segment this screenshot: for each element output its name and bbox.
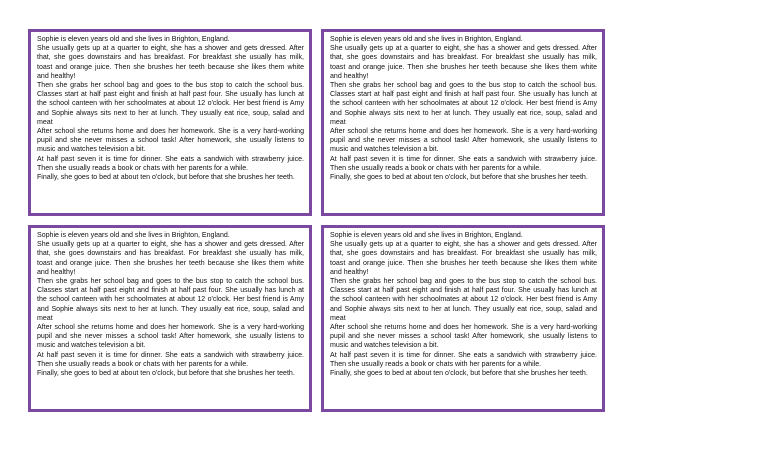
story-paragraph-5: At half past seven it is time for dinner. She eats a sandwich with strawberry juice. Then she usually reads a book or chats with her parents for a while. <box>330 155 597 172</box>
story-paragraph-6: Finally, she goes to bed at about ten o'clock, but before that she brushes her teeth. <box>330 174 588 182</box>
story-card-bottom-right <box>321 225 605 412</box>
story-paragraph-4: After school she returns home and does her homework. She is a very hard-working pupil and she never misses a school task! After homework, she usually listens to music and watches television a bit. <box>37 128 304 154</box>
story-paragraph-4: After school she returns home and does her homework. She is a very hard-working pupil and she never misses a school task! After homework, she usually listens to music and watches television a bit. <box>330 324 597 350</box>
story-paragraph-3: Then she grabs her school bag and goes to the bus stop to catch the school bus. Classes start at half past eight and finish at half past four. She usually has lunch at the school canteen with her schoolmates at about 12 o'clock. Her best friend is Amy and Sophie always sits next to her at lunch. They usually eat rice, soup, salad and meat <box>330 82 597 126</box>
story-card-bottom-left <box>28 225 312 412</box>
story-card-top-right <box>321 29 605 216</box>
story-paragraph-3: Then she grabs her school bag and goes to the bus stop to catch the school bus. Classes start at half past eight and finish at half past four. She usually has lunch at the school canteen with her schoolmates at about 12 o'clock. Her best friend is Amy and Sophie always sits next to her at lunch. They usually eat rice, soup, salad and meat <box>330 278 597 322</box>
story-paragraph-1: Sophie is eleven years old and she lives in Brighton, England. <box>37 36 230 43</box>
story-paragraph-5: At half past seven it is time for dinner. She eats a sandwich with strawberry juice. Then she usually reads a book or chats with her parents for a while. <box>37 351 304 368</box>
story-paragraph-3: Then she grabs her school bag and goes to the bus stop to catch the school bus. Classes start at half past eight and finish at half past four. She usually has lunch at the school canteen with her schoolmates at about 12 o'clock. Her best friend is Amy and Sophie always sits next to her at lunch. They usually eat rice, soup, salad and meat <box>37 82 304 126</box>
story-paragraph-2: She usually gets up at a quarter to eight, she has a shower and gets dressed. After that, she goes downstairs and has breakfast. For breakfast she usually has milk, toast and orange juice. Then she brushes her teeth because she likes them white and healthy! <box>37 241 304 276</box>
story-paragraph-5: At half past seven it is time for dinner. She eats a sandwich with strawberry juice. Then she usually reads a book or chats with her parents for a while. <box>330 351 597 368</box>
story-paragraph-2: She usually gets up at a quarter to eight, she has a shower and gets dressed. After that, she goes downstairs and has breakfast. For breakfast she usually has milk, toast and orange juice. Then she brushes her teeth because she likes them white and healthy! <box>330 241 597 276</box>
story-paragraph-5: At half past seven it is time for dinner. She eats a sandwich with strawberry juice. Then she usually reads a book or chats with her parents for a while. <box>37 155 304 172</box>
story-paragraph-1: Sophie is eleven years old and she lives in Brighton, England. <box>37 232 230 239</box>
story-paragraph-1: Sophie is eleven years old and she lives in Brighton, England. <box>330 36 523 43</box>
story-paragraph-2: She usually gets up at a quarter to eight, she has a shower and gets dressed. After that, she goes downstairs and has breakfast. For breakfast she usually has milk, toast and orange juice. Then she brushes her teeth because she likes them white and healthy! <box>37 45 304 80</box>
story-paragraph-6: Finally, she goes to bed at about ten o'clock, but before that she brushes her teeth. <box>330 370 588 378</box>
story-paragraph-3: Then she grabs her school bag and goes to the bus stop to catch the school bus. Classes start at half past eight and finish at half past four. She usually has lunch at the school canteen with her schoolmates at about 12 o'clock. Her best friend is Amy and Sophie always sits next to her at lunch. They usually eat rice, soup, salad and meat <box>37 278 304 322</box>
story-paragraph-1: Sophie is eleven years old and she lives in Brighton, England. <box>330 232 523 239</box>
story-paragraph-6: Finally, she goes to bed at about ten o'clock, but before that she brushes her teeth. <box>37 370 295 378</box>
story-paragraph-4: After school she returns home and does her homework. She is a very hard-working pupil and she never misses a school task! After homework, she usually listens to music and watches television a bit. <box>37 324 304 350</box>
story-paragraph-6: Finally, she goes to bed at about ten o'clock, but before that she brushes her teeth. <box>37 174 295 182</box>
story-card-top-left <box>28 29 312 216</box>
story-paragraph-4: After school she returns home and does her homework. She is a very hard-working pupil and she never misses a school task! After homework, she usually listens to music and watches television a bit. <box>330 128 597 154</box>
story-paragraph-2: She usually gets up at a quarter to eight, she has a shower and gets dressed. After that, she goes downstairs and has breakfast. For breakfast she usually has milk, toast and orange juice. Then she brushes her teeth because she likes them white and healthy! <box>330 45 597 80</box>
